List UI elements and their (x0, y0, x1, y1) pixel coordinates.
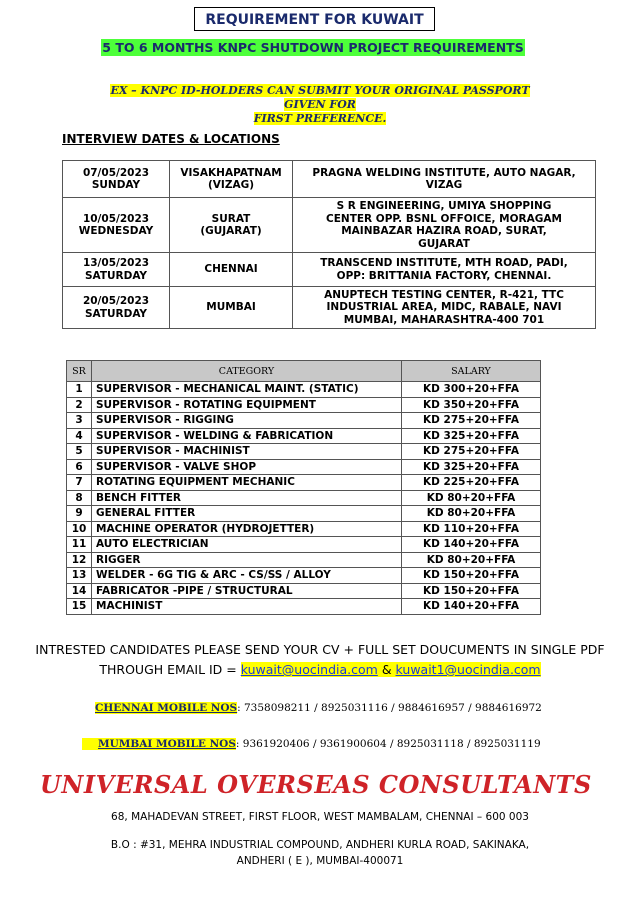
position-sr: 3 (67, 413, 92, 429)
venue-line: PRAGNA WELDING INSTITUTE, AUTO NAGAR, (312, 166, 576, 179)
interview-row (63, 198, 596, 253)
venue-line: ANUPTECH TESTING CENTER, R-421, TTC (324, 288, 564, 301)
interview-venue-cell (293, 161, 596, 198)
position-salary: KD 275+20+FFA (402, 413, 541, 429)
position-salary: KD 350+20+FFA (402, 397, 541, 413)
position-category: SUPERVISOR - VALVE SHOP (92, 459, 402, 475)
venue-line: TRANSCEND INSTITUTE, MTH ROAD, PADI, (320, 257, 568, 269)
interview-day: SATURDAY (84, 307, 148, 320)
address-head-office: 68, MAHADEVAN STREET, FIRST FLOOR, WEST MAMBALAM, CHENNAI – 600 003 (111, 811, 529, 823)
interview-date: 20/05/2023 (82, 295, 150, 307)
position-salary: KD 140+20+FFA (402, 537, 541, 553)
email-prefix: THROUGH EMAIL ID = (99, 662, 241, 677)
interview-venue-cell (293, 287, 596, 329)
position-sr: 1 (67, 382, 92, 398)
position-category: SUPERVISOR - WELDING & FABRICATION (92, 428, 402, 444)
position-row (67, 568, 541, 584)
interview-day: SATURDAY (84, 269, 148, 282)
position-salary: KD 80+20+FFA (402, 552, 541, 568)
passport-note (100, 84, 540, 126)
position-salary: KD 225+20+FFA (402, 475, 541, 491)
position-sr: 12 (67, 552, 92, 568)
chennai-mobile-numbers (95, 702, 542, 714)
email-link-secondary[interactable]: kuwait1@uocindia.com (395, 662, 541, 677)
venue-line: OPP: BRITTANIA FACTORY, CHENNAI. (336, 269, 552, 282)
position-row (67, 444, 541, 460)
position-salary: KD 80+20+FFA (402, 506, 541, 522)
venue-line: MAINBAZAR HAZIRA ROAD, SURAT, (341, 225, 547, 237)
position-salary: KD 150+20+FFA (402, 568, 541, 584)
position-row (67, 428, 541, 444)
interview-city-cell (170, 198, 293, 253)
position-sr: 4 (67, 428, 92, 444)
position-salary: KD 325+20+FFA (402, 428, 541, 444)
chennai-numbers: : 7358098211 / 8925031116 / 9884616957 / 9884616972 (237, 702, 542, 714)
position-category: MACHINIST (92, 599, 402, 615)
interview-city-cell (170, 161, 293, 198)
passport-note-line1: EX – KNPC ID-HOLDERS CAN SUBMIT YOUR ORIGINAL PASSPORT GIVEN FOR (110, 84, 530, 111)
position-row (67, 490, 541, 506)
interview-region: (GUJARAT) (200, 225, 262, 237)
mumbai-mobile-numbers (82, 738, 541, 750)
category-header: CATEGORY (92, 361, 402, 382)
position-row (67, 413, 541, 429)
position-category: MACHINE OPERATOR (HYDROJETTER) (92, 521, 402, 537)
position-sr: 15 (67, 599, 92, 615)
position-category: WELDER - 6G TIG & ARC - CS/SS / ALLOY (92, 568, 402, 584)
position-row (67, 506, 541, 522)
application-instructions (22, 640, 618, 680)
position-sr: 8 (67, 490, 92, 506)
interview-date-cell (63, 161, 170, 198)
position-category: SUPERVISOR - ROTATING EQUIPMENT (92, 397, 402, 413)
position-category: ROTATING EQUIPMENT MECHANIC (92, 475, 402, 491)
instructions-line1: INTRESTED CANDIDATES PLEASE SEND YOUR CV + FULL SET DOUCUMENTS IN SINGLE PDF (35, 642, 605, 657)
position-salary: KD 275+20+FFA (402, 444, 541, 460)
position-salary: KD 325+20+FFA (402, 459, 541, 475)
subtitle-text: 5 TO 6 MONTHS KNPC SHUTDOWN PROJECT REQUIREMENTS (102, 40, 524, 55)
positions-table (66, 360, 541, 615)
position-category: BENCH FITTER (92, 490, 402, 506)
project-subtitle (92, 40, 534, 55)
venue-line: VIZAG (425, 179, 463, 191)
interview-date-cell (63, 287, 170, 329)
position-sr: 6 (67, 459, 92, 475)
interview-table (62, 160, 596, 329)
position-sr: 2 (67, 397, 92, 413)
position-category: FABRICATOR -PIPE / STRUCTURAL (92, 583, 402, 599)
position-row (67, 459, 541, 475)
interview-date: 07/05/2023 (82, 166, 150, 179)
position-category: AUTO ELECTRICIAN (92, 537, 402, 553)
interview-city-cell (170, 253, 293, 287)
venue-line: GUJARAT (418, 237, 470, 250)
position-salary: KD 300+20+FFA (402, 382, 541, 398)
sr-header: SR (67, 361, 92, 382)
instructions-line2 (22, 660, 618, 680)
interview-day: SUNDAY (91, 179, 141, 191)
venue-line: CENTER OPP. BSNL OFFOICE, MORAGAM (326, 212, 562, 225)
interview-day: WEDNESDAY (78, 225, 154, 237)
position-sr: 5 (67, 444, 92, 460)
interview-heading: INTERVIEW DATES & LOCATIONS (62, 132, 280, 146)
venue-line: S R ENGINEERING, UMIYA SHOPPING (336, 200, 552, 212)
interview-city: SURAT (211, 212, 251, 225)
address-branch-line2: ANDHERI ( E ), MUMBAI-400071 (236, 855, 404, 867)
interview-region: (VIZAG) (208, 179, 254, 191)
position-category: SUPERVISOR - MACHINIST (92, 444, 402, 460)
interview-date: 13/05/2023 (82, 257, 150, 269)
passport-note-line2: FIRST PREFERENCE. (253, 112, 387, 125)
position-row (67, 537, 541, 553)
interview-row (63, 287, 596, 329)
interview-date-cell (63, 198, 170, 253)
venue-line: MUMBAI, MAHARASHTRA-400 701 (343, 313, 545, 326)
position-sr: 14 (67, 583, 92, 599)
mumbai-mobile-label: MUMBAI MOBILE NOS (82, 738, 236, 750)
position-row (67, 521, 541, 537)
position-row (67, 552, 541, 568)
interview-venue-cell (293, 253, 596, 287)
interview-venue-cell (293, 198, 596, 253)
interview-city-cell (170, 287, 293, 329)
position-category: GENERAL FITTER (92, 506, 402, 522)
position-category: SUPERVISOR - MECHANICAL MAINT. (STATIC) (92, 382, 402, 398)
position-sr: 9 (67, 506, 92, 522)
interview-date: 10/05/2023 (82, 212, 150, 225)
salary-header: SALARY (402, 361, 541, 382)
position-salary: KD 140+20+FFA (402, 599, 541, 615)
position-category: RIGGER (92, 552, 402, 568)
position-sr: 7 (67, 475, 92, 491)
interview-city: CHENNAI (204, 263, 258, 276)
address-branch-line1: B.O : #31, MEHRA INDUSTRIAL COMPOUND, ANDHERI KURLA ROAD, SAKINAKA, (110, 839, 530, 851)
position-salary: KD 110+20+FFA (402, 521, 541, 537)
position-row (67, 583, 541, 599)
chennai-mobile-label: CHENNAI MOBILE NOS (95, 702, 238, 714)
mumbai-numbers: : 9361920406 / 9361900604 / 8925031118 / 8925031119 (235, 738, 541, 750)
position-category: SUPERVISOR - RIGGING (92, 413, 402, 429)
email-joiner: & (377, 662, 396, 677)
position-sr: 13 (67, 568, 92, 584)
position-row (67, 475, 541, 491)
interview-city: MUMBAI (206, 301, 256, 314)
company-logo-text: UNIVERSAL OVERSEAS CONSULTANTS (40, 770, 592, 799)
position-row (67, 382, 541, 398)
interview-row (63, 253, 596, 287)
email-link-primary[interactable]: kuwait@uocindia.com (240, 662, 378, 677)
position-sr: 11 (67, 537, 92, 553)
interview-row (63, 161, 596, 198)
page-title: REQUIREMENT FOR KUWAIT (194, 7, 435, 31)
position-salary: KD 80+20+FFA (402, 490, 541, 506)
positions-header-row (67, 361, 541, 382)
position-sr: 10 (67, 521, 92, 537)
position-salary: KD 150+20+FFA (402, 583, 541, 599)
venue-line: INDUSTRIAL AREA, MIDC, RABALE, NAVI (326, 301, 562, 314)
position-row (67, 599, 541, 615)
position-row (67, 397, 541, 413)
interview-city: VISAKHAPATNAM (180, 166, 282, 179)
interview-date-cell (63, 253, 170, 287)
